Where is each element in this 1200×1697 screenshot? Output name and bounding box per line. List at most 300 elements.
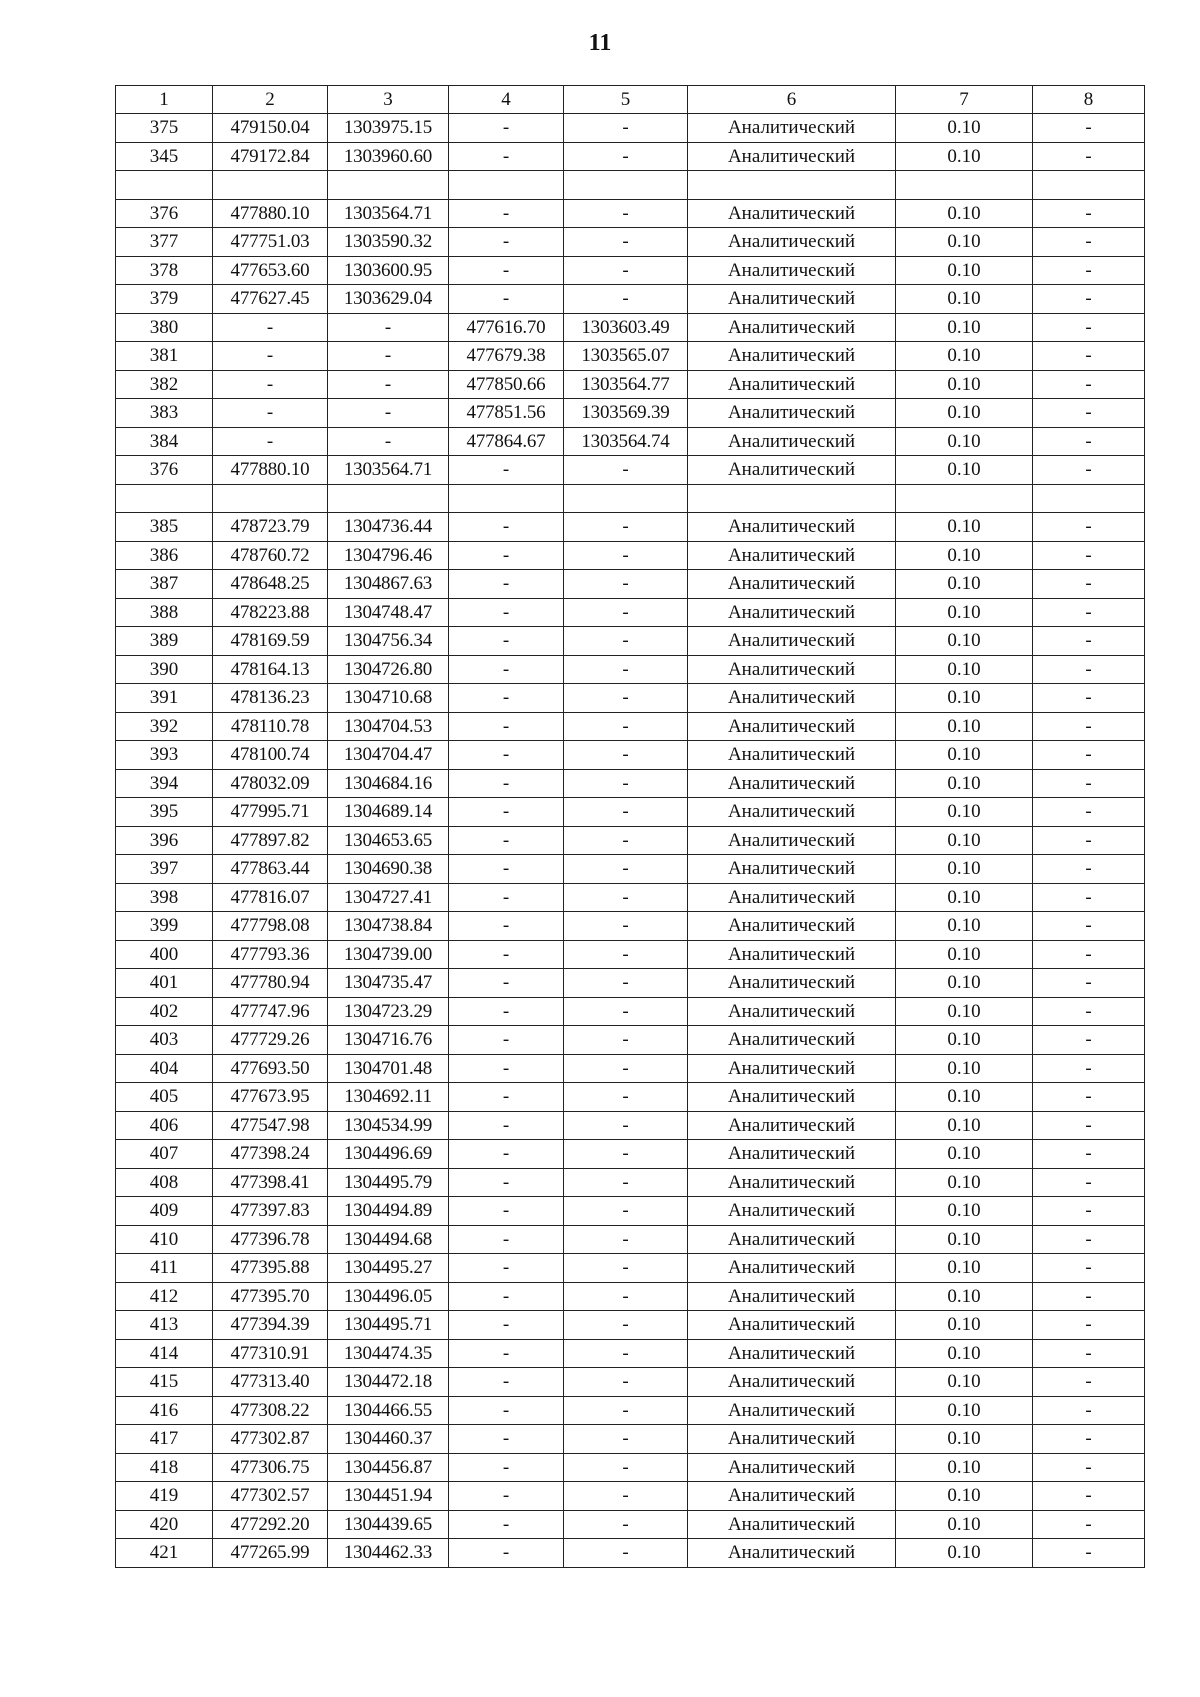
y-coordinate-alt-cell: - [564, 855, 688, 884]
note-cell: - [1033, 370, 1145, 399]
table-row [116, 199, 1145, 228]
y-coordinate-alt-cell: - [564, 1111, 688, 1140]
table-row [116, 997, 1145, 1026]
x-coordinate-alt-cell: 477864.67 [449, 427, 564, 456]
accuracy-cell: 0.10 [896, 1368, 1033, 1397]
accuracy-cell: 0.10 [896, 826, 1033, 855]
x-coordinate-alt-cell: - [449, 883, 564, 912]
point-number-cell: 415 [116, 1368, 213, 1397]
note-cell: - [1033, 684, 1145, 713]
point-number-cell: 398 [116, 883, 213, 912]
note-cell [1033, 171, 1145, 200]
accuracy-cell: 0.10 [896, 370, 1033, 399]
note-cell: - [1033, 1254, 1145, 1283]
note-cell: - [1033, 1539, 1145, 1568]
method-cell: Аналитический [688, 285, 896, 314]
table-row [116, 712, 1145, 741]
note-cell: - [1033, 427, 1145, 456]
method-cell: Аналитический [688, 570, 896, 599]
x-coordinate-alt-cell: - [449, 142, 564, 171]
y-coordinate-cell: 1303564.71 [328, 199, 449, 228]
note-cell: - [1033, 1339, 1145, 1368]
note-cell: - [1033, 598, 1145, 627]
accuracy-cell: 0.10 [896, 1453, 1033, 1482]
x-coordinate-cell: 477793.36 [213, 940, 328, 969]
x-coordinate-alt-cell: - [449, 769, 564, 798]
x-coordinate-alt-cell: - [449, 256, 564, 285]
x-coordinate-cell: 478164.13 [213, 655, 328, 684]
x-coordinate-cell: 478100.74 [213, 741, 328, 770]
x-coordinate-cell: 477798.08 [213, 912, 328, 941]
y-coordinate-cell: 1304494.68 [328, 1225, 449, 1254]
x-coordinate-alt-cell: - [449, 1054, 564, 1083]
point-number-cell: 378 [116, 256, 213, 285]
y-coordinate-cell: 1304756.34 [328, 627, 449, 656]
x-coordinate-alt-cell: - [449, 1111, 564, 1140]
x-coordinate-cell: 477302.87 [213, 1425, 328, 1454]
accuracy-cell [896, 484, 1033, 513]
point-number-cell: 392 [116, 712, 213, 741]
x-coordinate-cell: 477395.70 [213, 1282, 328, 1311]
note-cell: - [1033, 798, 1145, 827]
method-cell [688, 171, 896, 200]
y-coordinate-cell: 1304496.69 [328, 1140, 449, 1169]
point-number-cell: 419 [116, 1482, 213, 1511]
y-coordinate-cell: 1304466.55 [328, 1396, 449, 1425]
accuracy-cell: 0.10 [896, 798, 1033, 827]
y-coordinate-cell: 1304726.80 [328, 655, 449, 684]
y-coordinate-alt-cell: - [564, 541, 688, 570]
table-row [116, 1282, 1145, 1311]
y-coordinate-alt-cell: - [564, 741, 688, 770]
y-coordinate-cell: 1304460.37 [328, 1425, 449, 1454]
y-coordinate-cell: 1304704.47 [328, 741, 449, 770]
x-coordinate-cell: 478760.72 [213, 541, 328, 570]
method-cell: Аналитический [688, 1168, 896, 1197]
note-cell: - [1033, 114, 1145, 143]
accuracy-cell: 0.10 [896, 1254, 1033, 1283]
y-coordinate-cell: 1304701.48 [328, 1054, 449, 1083]
accuracy-cell: 0.10 [896, 1425, 1033, 1454]
y-coordinate-cell: 1304727.41 [328, 883, 449, 912]
method-cell: Аналитический [688, 684, 896, 713]
y-coordinate-cell: 1304723.29 [328, 997, 449, 1026]
x-coordinate-cell: 477673.95 [213, 1083, 328, 1112]
y-coordinate-alt-cell [564, 171, 688, 200]
method-cell: Аналитический [688, 712, 896, 741]
accuracy-cell: 0.10 [896, 1539, 1033, 1568]
accuracy-cell: 0.10 [896, 1225, 1033, 1254]
x-coordinate-alt-cell: 477851.56 [449, 399, 564, 428]
point-number-cell: 417 [116, 1425, 213, 1454]
table-row [116, 1453, 1145, 1482]
point-number-cell: 377 [116, 228, 213, 257]
header-cell: 8 [1033, 86, 1145, 114]
accuracy-cell: 0.10 [896, 1168, 1033, 1197]
x-coordinate-cell: 478110.78 [213, 712, 328, 741]
header-cell: 1 [116, 86, 213, 114]
x-coordinate-cell: 477863.44 [213, 855, 328, 884]
point-number-cell: 394 [116, 769, 213, 798]
y-coordinate-alt-cell: 1303564.77 [564, 370, 688, 399]
y-coordinate-alt-cell: 1303569.39 [564, 399, 688, 428]
y-coordinate-alt-cell: - [564, 256, 688, 285]
y-coordinate-cell: 1303960.60 [328, 142, 449, 171]
header-cell: 3 [328, 86, 449, 114]
x-coordinate-cell: 477292.20 [213, 1510, 328, 1539]
accuracy-cell: 0.10 [896, 684, 1033, 713]
point-number-cell: 421 [116, 1539, 213, 1568]
y-coordinate-alt-cell: - [564, 684, 688, 713]
table-row [116, 1225, 1145, 1254]
point-number-cell: 399 [116, 912, 213, 941]
x-coordinate-alt-cell [449, 171, 564, 200]
x-coordinate-alt-cell: - [449, 228, 564, 257]
y-coordinate-alt-cell: - [564, 1482, 688, 1511]
note-cell: - [1033, 940, 1145, 969]
note-cell: - [1033, 769, 1145, 798]
table-row [116, 1396, 1145, 1425]
table-row [116, 655, 1145, 684]
point-number-cell [116, 171, 213, 200]
accuracy-cell: 0.10 [896, 627, 1033, 656]
x-coordinate-alt-cell: - [449, 855, 564, 884]
point-number-cell: 401 [116, 969, 213, 998]
method-cell: Аналитический [688, 940, 896, 969]
table-body [116, 86, 1145, 1568]
table-row [116, 570, 1145, 599]
point-number-cell: 391 [116, 684, 213, 713]
header-cell: 5 [564, 86, 688, 114]
y-coordinate-alt-cell: - [564, 912, 688, 941]
x-coordinate-alt-cell: - [449, 456, 564, 485]
table-row [116, 456, 1145, 485]
method-cell: Аналитический [688, 855, 896, 884]
note-cell: - [1033, 1282, 1145, 1311]
y-coordinate-cell: - [328, 399, 449, 428]
accuracy-cell: 0.10 [896, 1311, 1033, 1340]
y-coordinate-cell: 1304495.27 [328, 1254, 449, 1283]
x-coordinate-cell: 477995.71 [213, 798, 328, 827]
point-number-cell: 380 [116, 313, 213, 342]
accuracy-cell: 0.10 [896, 1111, 1033, 1140]
y-coordinate-cell: 1304496.05 [328, 1282, 449, 1311]
x-coordinate-cell: - [213, 313, 328, 342]
note-cell: - [1033, 712, 1145, 741]
method-cell: Аналитический [688, 114, 896, 143]
x-coordinate-cell: 477897.82 [213, 826, 328, 855]
note-cell: - [1033, 142, 1145, 171]
accuracy-cell [896, 171, 1033, 200]
note-cell: - [1033, 1054, 1145, 1083]
y-coordinate-cell: 1304716.76 [328, 1026, 449, 1055]
x-coordinate-cell [213, 484, 328, 513]
method-cell: Аналитический [688, 1140, 896, 1169]
x-coordinate-cell: - [213, 342, 328, 371]
point-number-cell: 390 [116, 655, 213, 684]
x-coordinate-cell: 477398.41 [213, 1168, 328, 1197]
table-row [116, 826, 1145, 855]
point-number-cell: 375 [116, 114, 213, 143]
x-coordinate-alt-cell: - [449, 1339, 564, 1368]
y-coordinate-cell: 1304495.71 [328, 1311, 449, 1340]
method-cell: Аналитический [688, 399, 896, 428]
y-coordinate-cell: 1304495.79 [328, 1168, 449, 1197]
x-coordinate-alt-cell: - [449, 969, 564, 998]
note-cell: - [1033, 1225, 1145, 1254]
header-cell: 7 [896, 86, 1033, 114]
method-cell: Аналитический [688, 769, 896, 798]
y-coordinate-cell: - [328, 370, 449, 399]
y-coordinate-alt-cell: - [564, 940, 688, 969]
table-spacer-row [116, 484, 1145, 513]
method-cell: Аналитический [688, 199, 896, 228]
table-row [116, 627, 1145, 656]
x-coordinate-alt-cell: - [449, 826, 564, 855]
x-coordinate-cell: - [213, 399, 328, 428]
x-coordinate-alt-cell: - [449, 1168, 564, 1197]
y-coordinate-cell: 1304456.87 [328, 1453, 449, 1482]
y-coordinate-alt-cell: - [564, 1510, 688, 1539]
header-cell: 6 [688, 86, 896, 114]
y-coordinate-cell: 1303600.95 [328, 256, 449, 285]
note-cell: - [1033, 1425, 1145, 1454]
method-cell: Аналитический [688, 142, 896, 171]
x-coordinate-cell: 477547.98 [213, 1111, 328, 1140]
note-cell: - [1033, 855, 1145, 884]
table-row [116, 798, 1145, 827]
point-number-cell: 387 [116, 570, 213, 599]
note-cell: - [1033, 541, 1145, 570]
table-row [116, 684, 1145, 713]
y-coordinate-alt-cell: - [564, 655, 688, 684]
y-coordinate-alt-cell: - [564, 1140, 688, 1169]
x-coordinate-cell [213, 171, 328, 200]
accuracy-cell: 0.10 [896, 456, 1033, 485]
point-number-cell: 414 [116, 1339, 213, 1368]
note-cell: - [1033, 1396, 1145, 1425]
x-coordinate-cell: 477398.24 [213, 1140, 328, 1169]
table-row [116, 142, 1145, 171]
note-cell: - [1033, 1111, 1145, 1140]
x-coordinate-cell: 478032.09 [213, 769, 328, 798]
accuracy-cell: 0.10 [896, 1339, 1033, 1368]
header-cell: 4 [449, 86, 564, 114]
y-coordinate-cell: 1304867.63 [328, 570, 449, 599]
y-coordinate-cell: 1304738.84 [328, 912, 449, 941]
x-coordinate-alt-cell: 477850.66 [449, 370, 564, 399]
method-cell: Аналитический [688, 997, 896, 1026]
method-cell: Аналитический [688, 1197, 896, 1226]
point-number-cell: 379 [116, 285, 213, 314]
table-spacer-row [116, 171, 1145, 200]
table-row [116, 228, 1145, 257]
accuracy-cell: 0.10 [896, 114, 1033, 143]
table-row [116, 940, 1145, 969]
y-coordinate-alt-cell: - [564, 1054, 688, 1083]
y-coordinate-cell: 1304684.16 [328, 769, 449, 798]
method-cell: Аналитический [688, 427, 896, 456]
x-coordinate-cell: 477780.94 [213, 969, 328, 998]
method-cell: Аналитический [688, 370, 896, 399]
accuracy-cell: 0.10 [896, 1140, 1033, 1169]
point-number-cell: 381 [116, 342, 213, 371]
accuracy-cell: 0.10 [896, 997, 1033, 1026]
accuracy-cell: 0.10 [896, 399, 1033, 428]
header-cell: 2 [213, 86, 328, 114]
point-number-cell: 411 [116, 1254, 213, 1283]
method-cell: Аналитический [688, 313, 896, 342]
method-cell: Аналитический [688, 1482, 896, 1511]
method-cell: Аналитический [688, 1111, 896, 1140]
method-cell: Аналитический [688, 1083, 896, 1112]
y-coordinate-cell: 1304796.46 [328, 541, 449, 570]
point-number-cell: 413 [116, 1311, 213, 1340]
x-coordinate-alt-cell: - [449, 997, 564, 1026]
note-cell: - [1033, 1311, 1145, 1340]
point-number-cell: 408 [116, 1168, 213, 1197]
x-coordinate-alt-cell: - [449, 798, 564, 827]
method-cell: Аналитический [688, 228, 896, 257]
x-coordinate-alt-cell: - [449, 1140, 564, 1169]
x-coordinate-cell: 477394.39 [213, 1311, 328, 1340]
note-cell: - [1033, 399, 1145, 428]
x-coordinate-alt-cell [449, 484, 564, 513]
note-cell: - [1033, 1368, 1145, 1397]
point-number-cell: 389 [116, 627, 213, 656]
table-row [116, 1026, 1145, 1055]
x-coordinate-cell: 478223.88 [213, 598, 328, 627]
method-cell: Аналитический [688, 1339, 896, 1368]
table-row [116, 399, 1145, 428]
point-number-cell: 388 [116, 598, 213, 627]
y-coordinate-cell: 1304739.00 [328, 940, 449, 969]
table-row [116, 256, 1145, 285]
method-cell: Аналитический [688, 627, 896, 656]
accuracy-cell: 0.10 [896, 285, 1033, 314]
y-coordinate-alt-cell: - [564, 1225, 688, 1254]
y-coordinate-alt-cell: - [564, 712, 688, 741]
method-cell: Аналитический [688, 1368, 896, 1397]
x-coordinate-alt-cell: - [449, 655, 564, 684]
note-cell: - [1033, 285, 1145, 314]
note-cell: - [1033, 883, 1145, 912]
x-coordinate-alt-cell: - [449, 1026, 564, 1055]
method-cell: Аналитический [688, 969, 896, 998]
y-coordinate-cell: 1304704.53 [328, 712, 449, 741]
method-cell: Аналитический [688, 598, 896, 627]
point-number-cell: 412 [116, 1282, 213, 1311]
accuracy-cell: 0.10 [896, 655, 1033, 684]
point-number-cell: 393 [116, 741, 213, 770]
point-number-cell [116, 484, 213, 513]
y-coordinate-alt-cell: - [564, 883, 688, 912]
note-cell: - [1033, 655, 1145, 684]
x-coordinate-alt-cell: - [449, 285, 564, 314]
table-row [116, 1111, 1145, 1140]
y-coordinate-alt-cell: - [564, 1282, 688, 1311]
coordinates-table [115, 85, 1145, 1568]
y-coordinate-alt-cell: - [564, 114, 688, 143]
method-cell: Аналитический [688, 541, 896, 570]
table-row [116, 598, 1145, 627]
table-row [116, 114, 1145, 143]
y-coordinate-cell: 1304653.65 [328, 826, 449, 855]
table-row [116, 1482, 1145, 1511]
table-row [116, 513, 1145, 542]
point-number-cell: 396 [116, 826, 213, 855]
x-coordinate-alt-cell: 477616.70 [449, 313, 564, 342]
method-cell: Аналитический [688, 883, 896, 912]
accuracy-cell: 0.10 [896, 228, 1033, 257]
point-number-cell: 383 [116, 399, 213, 428]
method-cell: Аналитический [688, 798, 896, 827]
y-coordinate-alt-cell: - [564, 1453, 688, 1482]
x-coordinate-alt-cell: - [449, 570, 564, 599]
point-number-cell: 395 [116, 798, 213, 827]
x-coordinate-cell: 477302.57 [213, 1482, 328, 1511]
point-number-cell: 397 [116, 855, 213, 884]
note-cell: - [1033, 1197, 1145, 1226]
x-coordinate-alt-cell: - [449, 1254, 564, 1283]
y-coordinate-cell: 1303564.71 [328, 456, 449, 485]
x-coordinate-cell: 477747.96 [213, 997, 328, 1026]
table-row [116, 1339, 1145, 1368]
y-coordinate-alt-cell: - [564, 1311, 688, 1340]
y-coordinate-cell: 1304494.89 [328, 1197, 449, 1226]
x-coordinate-cell: 477627.45 [213, 285, 328, 314]
point-number-cell: 405 [116, 1083, 213, 1112]
table-row [116, 313, 1145, 342]
y-coordinate-alt-cell [564, 484, 688, 513]
x-coordinate-alt-cell: - [449, 1482, 564, 1511]
table-row [116, 427, 1145, 456]
y-coordinate-alt-cell: - [564, 456, 688, 485]
accuracy-cell: 0.10 [896, 256, 1033, 285]
y-coordinate-cell: 1303975.15 [328, 114, 449, 143]
method-cell: Аналитический [688, 1510, 896, 1539]
table-row [116, 1083, 1145, 1112]
method-cell: Аналитический [688, 1054, 896, 1083]
point-number-cell: 409 [116, 1197, 213, 1226]
y-coordinate-cell: - [328, 342, 449, 371]
point-number-cell: 403 [116, 1026, 213, 1055]
note-cell: - [1033, 313, 1145, 342]
accuracy-cell: 0.10 [896, 513, 1033, 542]
y-coordinate-alt-cell: 1303603.49 [564, 313, 688, 342]
y-coordinate-cell: 1303590.32 [328, 228, 449, 257]
accuracy-cell: 0.10 [896, 541, 1033, 570]
table-row [116, 883, 1145, 912]
x-coordinate-cell: 477306.75 [213, 1453, 328, 1482]
y-coordinate-cell: 1304735.47 [328, 969, 449, 998]
point-number-cell: 407 [116, 1140, 213, 1169]
method-cell: Аналитический [688, 826, 896, 855]
table-row [116, 912, 1145, 941]
note-cell: - [1033, 228, 1145, 257]
note-cell: - [1033, 256, 1145, 285]
method-cell: Аналитический [688, 1282, 896, 1311]
y-coordinate-cell [328, 171, 449, 200]
accuracy-cell: 0.10 [896, 912, 1033, 941]
x-coordinate-cell: 477265.99 [213, 1539, 328, 1568]
y-coordinate-cell: 1303629.04 [328, 285, 449, 314]
table-row [116, 541, 1145, 570]
accuracy-cell: 0.10 [896, 855, 1033, 884]
y-coordinate-cell: 1304474.35 [328, 1339, 449, 1368]
y-coordinate-cell: 1304451.94 [328, 1482, 449, 1511]
x-coordinate-cell: 479172.84 [213, 142, 328, 171]
